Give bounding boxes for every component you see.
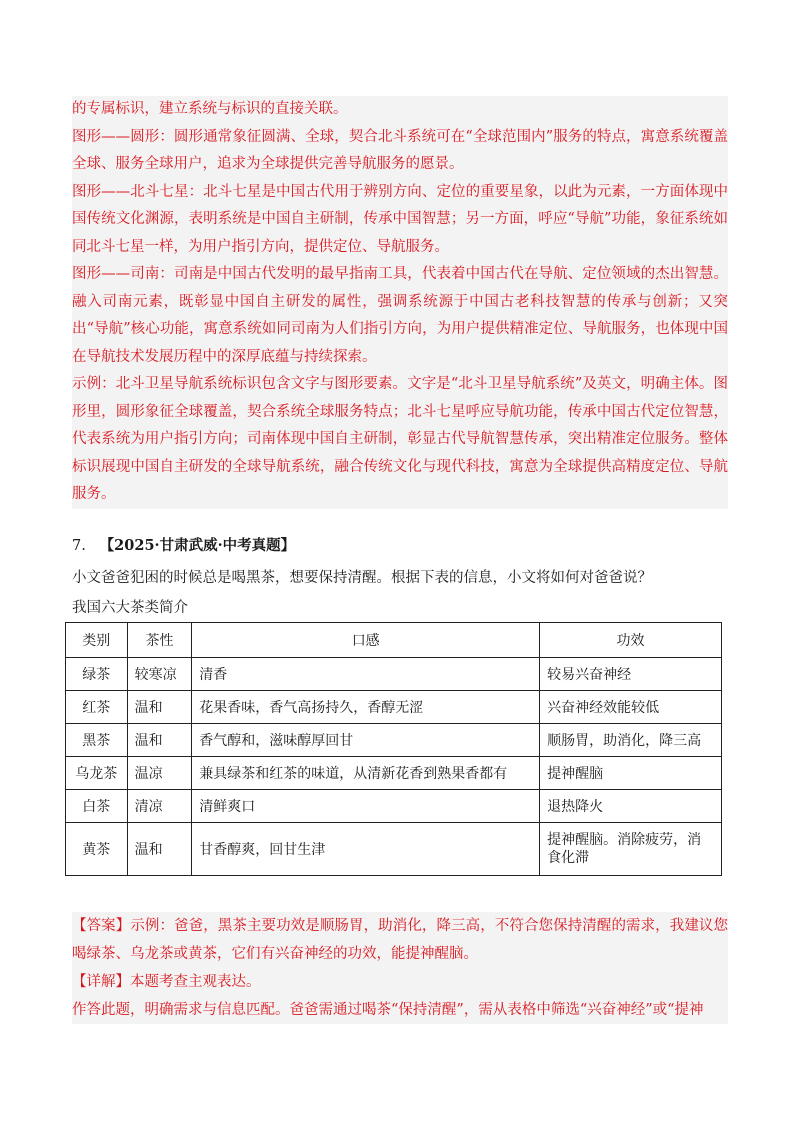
paragraph: 的专属标识，建立系统与标识的直接关联。	[72, 101, 348, 117]
question-heading	[72, 534, 295, 555]
cell-nature: 温凉	[127, 757, 192, 790]
cell-taste: 清香	[192, 658, 540, 691]
cell-effect: 顺肠胃，助消化，降三高	[540, 724, 722, 757]
answer-block	[72, 912, 728, 1024]
table-row	[66, 724, 722, 757]
cell-category: 红茶	[66, 691, 128, 724]
analysis-text: 作答此题，明确需求与信息匹配。爸爸需通过喝茶“保持清醒”，需从表格中筛选“兴奋神经”或“提神	[72, 1002, 704, 1018]
cell-taste: 甘香醇爽，回甘生津	[192, 823, 540, 876]
paragraph: 图形——北斗七星：北斗七星是中国古代用于辨别方向、定位的重要星象，以此为元素，一方面体现中国传统文化渊源，表明系统是中国自主研制，传承中国智慧；另一方面，呼应“导航”功能，象征系统如同北斗七星一样，为用户指引方向，提供定位、导航服务。	[72, 183, 728, 255]
table-row	[66, 691, 722, 724]
cell-category: 白茶	[66, 790, 128, 823]
cell-nature: 温和	[127, 823, 192, 876]
cell-taste: 兼具绿茶和红茶的味道，从清新花香到熟果香都有	[192, 757, 540, 790]
answer-text: 【答案】示例：爸爸，黑茶主要功效是顺肠胃，助消化，降三高，不符合您保持清醒的需求，我建议您喝绿茶、乌龙茶或黄茶，它们有兴奋神经的功效，能提神醒脑。	[72, 918, 728, 962]
cell-effect: 退热降火	[540, 790, 722, 823]
question-source: 【2025·甘肃武威·中考真题】	[99, 537, 296, 554]
cell-effect: 兴奋神经效能较低	[540, 691, 722, 724]
table-caption: 我国六大茶类简介	[72, 600, 188, 616]
paragraph: 示例：北斗卫星导航系统标识包含文字与图形要素。文字是“北斗卫星导航系统”及英文，明确主体。图形里，圆形象征全球覆盖，契合系统全球服务特点；北斗七星呼应导航功能，传承中国古代定位智慧，代表系统为用户指引方向；司南体现中国自主研制，彰显古代导航智慧传承，突出精准定位服务。整体标识展现中国自主研发的全球导航系统，融合传统文化与现代科技，寓意为全球提供高精度定位、导航服务。	[72, 376, 728, 502]
cell-nature: 温和	[127, 724, 192, 757]
previous-answer-block	[72, 96, 728, 509]
detail-text: 【详解】本题考查主观表达。	[72, 974, 261, 990]
cell-category: 黄茶	[66, 823, 128, 876]
cell-effect: 提神醒脑。消除疲劳，消食化滞	[540, 823, 722, 876]
table-row	[66, 823, 722, 876]
tea-table	[65, 622, 722, 876]
cell-taste: 香气醇和，滋味醇厚回甘	[192, 724, 540, 757]
header-taste: 口感	[192, 623, 540, 658]
header-effect: 功效	[540, 623, 722, 658]
cell-category: 黑茶	[66, 724, 128, 757]
cell-nature: 温和	[127, 691, 192, 724]
cell-category: 乌龙茶	[66, 757, 128, 790]
header-nature: 茶性	[127, 623, 192, 658]
cell-effect: 较易兴奋神经	[540, 658, 722, 691]
cell-category: 绿茶	[66, 658, 128, 691]
question-number: 7.	[72, 538, 86, 554]
cell-taste: 清鲜爽口	[192, 790, 540, 823]
cell-effect: 提神醒脑	[540, 757, 722, 790]
cell-nature: 较寒凉	[127, 658, 192, 691]
paragraph: 图形——司南：司南是中国古代发明的最早指南工具，代表着中国古代在导航、定位领域的杰出智慧。融入司南元素，既彰显中国自主研发的属性，强调系统源于中国古老科技智慧的传承与创新；又突出“导航”核心功能，寓意系统如同司南为人们指引方向，为用户提供精准定位、导航服务，也体现中国在导航技术发展历程中的深厚底蕴与持续探索。	[72, 266, 728, 365]
table-header-row	[66, 623, 722, 658]
question-text: 小文爸爸犯困的时候总是喝黑茶，想要保持清醒。根据下表的信息，小文将如何对爸爸说？	[72, 570, 652, 586]
table-row	[66, 757, 722, 790]
paragraph: 图形——圆形：圆形通常象征圆满、全球，契合北斗系统可在“全球范围内”服务的特点，寓意系统覆盖全球、服务全球用户，追求为全球提供完善导航服务的愿景。	[72, 128, 728, 172]
header-category: 类别	[66, 623, 128, 658]
cell-taste: 花果香味，香气高扬持久，香醇无涩	[192, 691, 540, 724]
table-row	[66, 658, 722, 691]
table-row	[66, 790, 722, 823]
cell-nature: 清凉	[127, 790, 192, 823]
